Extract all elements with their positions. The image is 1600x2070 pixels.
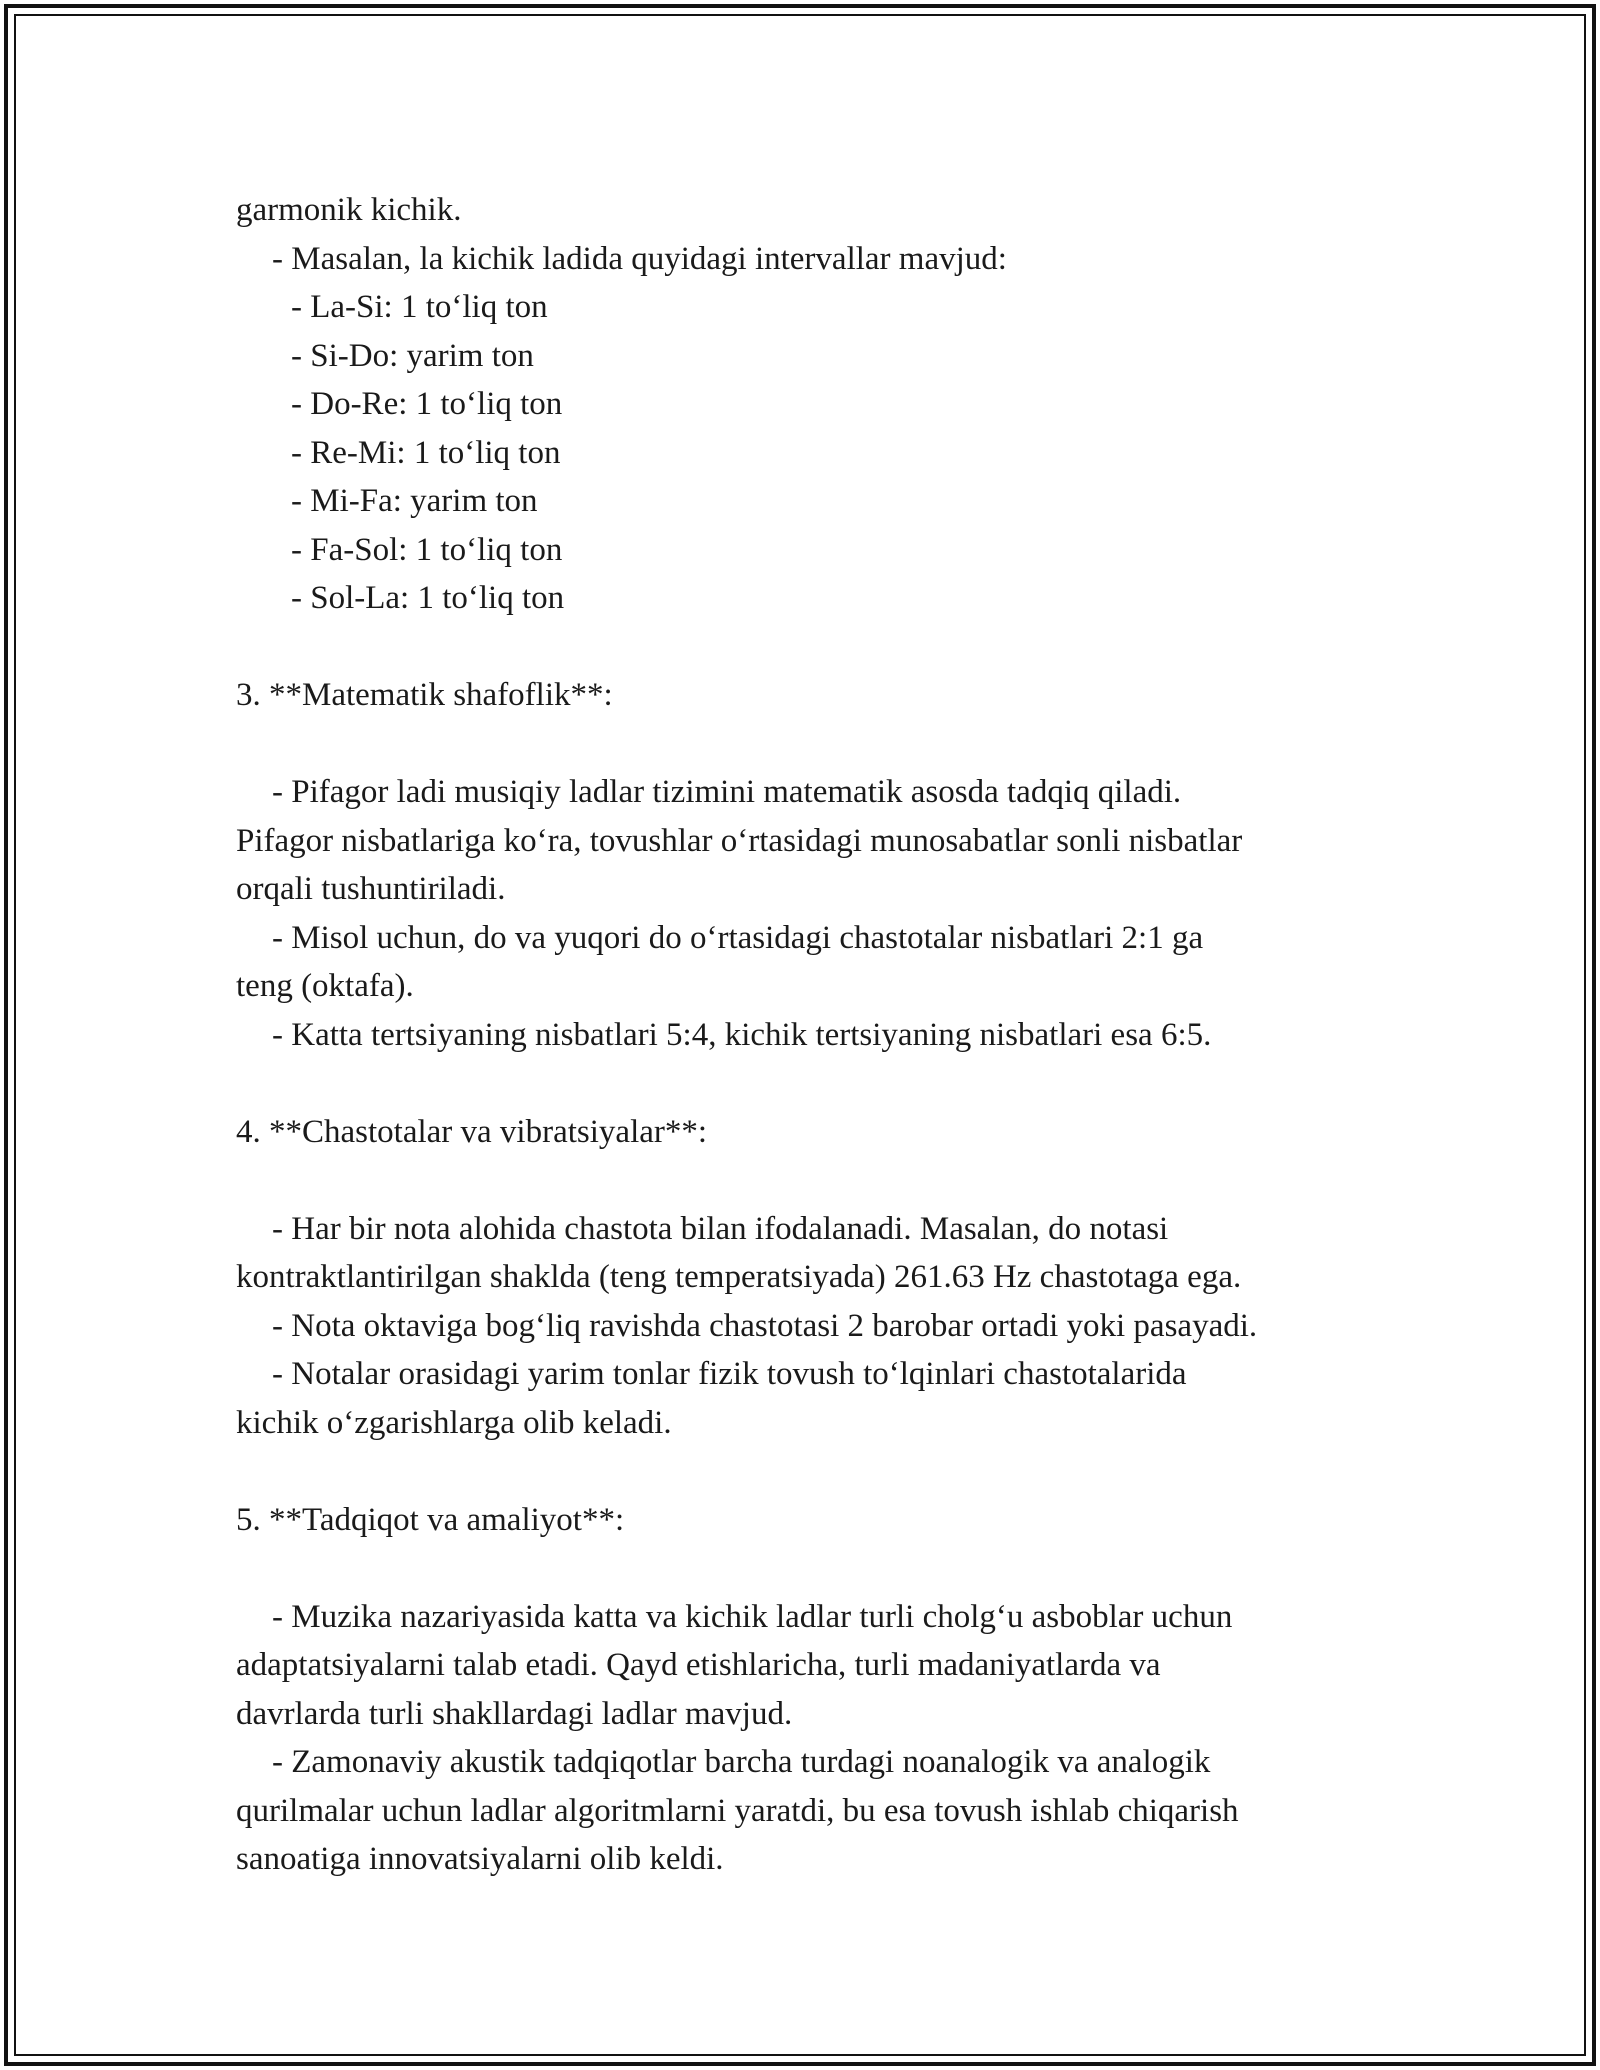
document-body [236, 186, 1416, 1884]
text-line: - Fa-Sol: 1 to‘liq ton [291, 531, 563, 568]
text-line: - Pifagor ladi musiqiy ladlar tizimini matematik asosda tadqiq qiladi. [272, 774, 1182, 810]
section-heading: 4. **Chastotalar va vibratsiyalar**: [236, 1113, 708, 1150]
blank-line [236, 623, 1416, 672]
text-line: - Misol uchun, do va yuqori do o‘rtasidagi chastotalar nisbatlari 2:1 ga [272, 919, 1204, 956]
text-line: - Nota oktaviga bog‘liq ravishda chastotasi 2 barobar ortadi yoki pasayadi. [272, 1307, 1258, 1344]
text-line: - Notalar orasidagi yarim tonlar fizik tovush to‘lqinlari chastotalarida [272, 1356, 1187, 1392]
text-line: teng (oktafa). [236, 968, 414, 1004]
blank-line [236, 1447, 1416, 1496]
section-heading: 5. **Tadqiqot va amaliyot**: [236, 1501, 625, 1538]
text-line: - La-Si: 1 to‘liq ton [291, 289, 548, 325]
text-line: - Zamonaviy akustik tadqiqotlar barcha turdagi noanalogik va analogik [272, 1744, 1211, 1780]
text-line: - Katta tertsiyaning nisbatlari 5:4, kichik tertsiyaning nisbatlari esa 6:5. [272, 1016, 1212, 1053]
blank-line [236, 1544, 1416, 1593]
text-line: - Sol-La: 1 to‘liq ton [291, 580, 565, 616]
blank-line [236, 720, 1416, 769]
text-line: sanoatiga innovatsiyalarni olib keldi. [236, 1841, 724, 1877]
blank-line [236, 1156, 1416, 1205]
text-line: kontraktlantirilgan shaklda (teng temperatsiyada) 261.63 Hz chastotaga ega. [236, 1259, 1242, 1295]
text-line: garmonik kichik. [236, 192, 462, 228]
text-line: - Si-Do: yarim ton [291, 337, 534, 374]
text-line: kichik o‘zgarishlarga olib keladi. [236, 1404, 672, 1441]
text-line: adaptatsiyalarni talab etadi. Qayd etishlaricha, turli madaniyatlarda va [236, 1647, 1161, 1683]
text-line: - Re-Mi: 1 to‘liq ton [291, 434, 561, 471]
text-line: Pifagor nisbatlariga ko‘ra, tovushlar o‘rtasidagi munosabatlar sonli nisbatlar [236, 822, 1243, 859]
text-line: - Masalan, la kichik ladida quyidagi intervallar mavjud: [272, 240, 1007, 277]
text-line: davrlarda turli shakllardagi ladlar mavjud. [236, 1695, 793, 1732]
text-line: - Har bir nota alohida chastota bilan ifodalanadi. Masalan, do notasi [272, 1210, 1169, 1247]
text-line: - Muzika nazariyasida katta va kichik ladlar turli cholg‘u asboblar uchun [272, 1598, 1233, 1635]
text-line: - Mi-Fa: yarim ton [291, 483, 538, 519]
section-heading: 3. **Matematik shafoflik**: [236, 677, 613, 713]
text-line: qurilmalar uchun ladlar algoritmlarni yaratdi, bu esa tovush ishlab chiqarish [236, 1792, 1239, 1829]
text-line: - Do-Re: 1 to‘liq ton [291, 386, 563, 422]
blank-line [236, 1059, 1416, 1108]
text-line: orqali tushuntiriladi. [236, 871, 506, 907]
